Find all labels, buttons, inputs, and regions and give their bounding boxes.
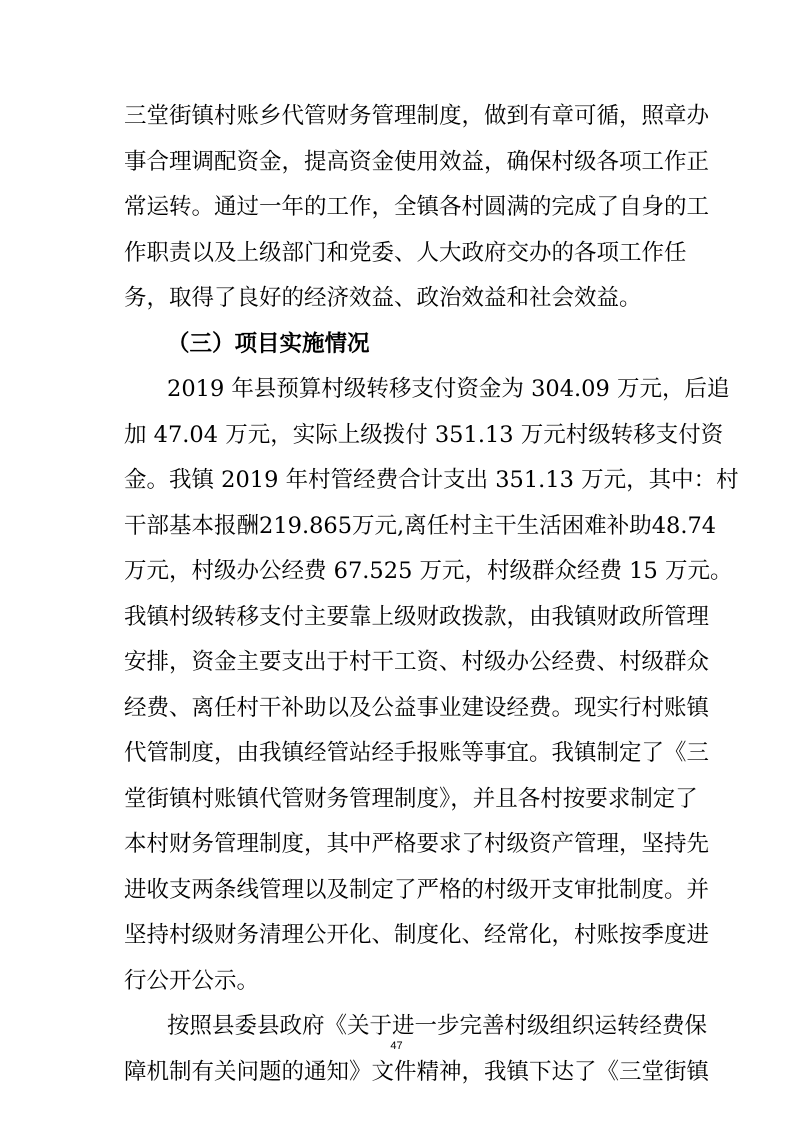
paragraph-2-line-13: 坚持村级财务清理公开化、制度化、经常化，村账按季度进 (124, 922, 710, 948)
paragraph-2-line-7: 安排，资金主要支出于村干工资、村级办公经费、村级群众 (124, 649, 710, 675)
paragraph-3-line-1: 按照县委县政府《关于进一步完善村级组织运转经费保 (167, 1013, 708, 1039)
paragraph-2-line-11: 本村财务管理制度，其中严格要求了村级资产管理，坚持先 (124, 831, 710, 857)
paragraph-2-line-3: 金。我镇 2019 年村管经费合计支出 351.13 万元，其中：村 (124, 467, 739, 493)
paragraph-2-line-1: 2019 年县预算村级转移支付资金为 304.09 万元，后追 (167, 376, 730, 402)
section-heading: （三）项目实施情况 (167, 331, 370, 357)
paragraph-1-line-5: 务，取得了良好的经济效益、政治效益和社会效益。 (124, 285, 642, 311)
paragraph-1-line-2: 事合理调配资金，提高资金使用效益，确保村级各项工作正 (124, 149, 710, 175)
paragraph-2-line-10: 堂街镇村账镇代管财务管理制度》，并且各村按要求制定了 (124, 786, 698, 812)
paragraph-3-line-2: 障机制有关问题的通知》文件精神，我镇下达了《三堂街镇 (124, 1059, 710, 1085)
paragraph-2-line-14: 行公开公示。 (124, 968, 260, 994)
paragraph-1-line-3: 常运转。通过一年的工作，全镇各村圆满的完成了自身的工 (124, 194, 710, 220)
paragraph-2-line-8: 经费、离任村干补助以及公益事业建设经费。现实行村账镇 (124, 695, 710, 721)
paragraph-2-line-9: 代管制度，由我镇经管站经手报账等事宜。我镇制定了《三 (124, 740, 710, 766)
paragraph-1-line-1: 三堂街镇村账乡代管财务管理制度，做到有章可循，照章办 (124, 103, 710, 129)
paragraph-2-line-6: 我镇村级转移支付主要靠上级财政拨款，由我镇财政所管理 (124, 604, 710, 630)
paragraph-2-line-4: 干部基本报酬219.865万元,离任村主干生活困难补助48.74 (124, 513, 717, 539)
paragraph-2-line-5: 万元，村级办公经费 67.525 万元，村级群众经费 15 万元。 (124, 558, 733, 584)
paragraph-1-line-4: 作职责以及上级部门和党委、人大政府交办的各项工作任 (124, 240, 687, 266)
page-number: 47 (390, 1040, 403, 1052)
paragraph-2-line-2: 加 47.04 万元，实际上级拨付 351.13 万元村级转移支付资 (124, 422, 724, 448)
paragraph-2-line-12: 进收支两条线管理以及制定了严格的村级开支审批制度。并 (124, 877, 710, 903)
